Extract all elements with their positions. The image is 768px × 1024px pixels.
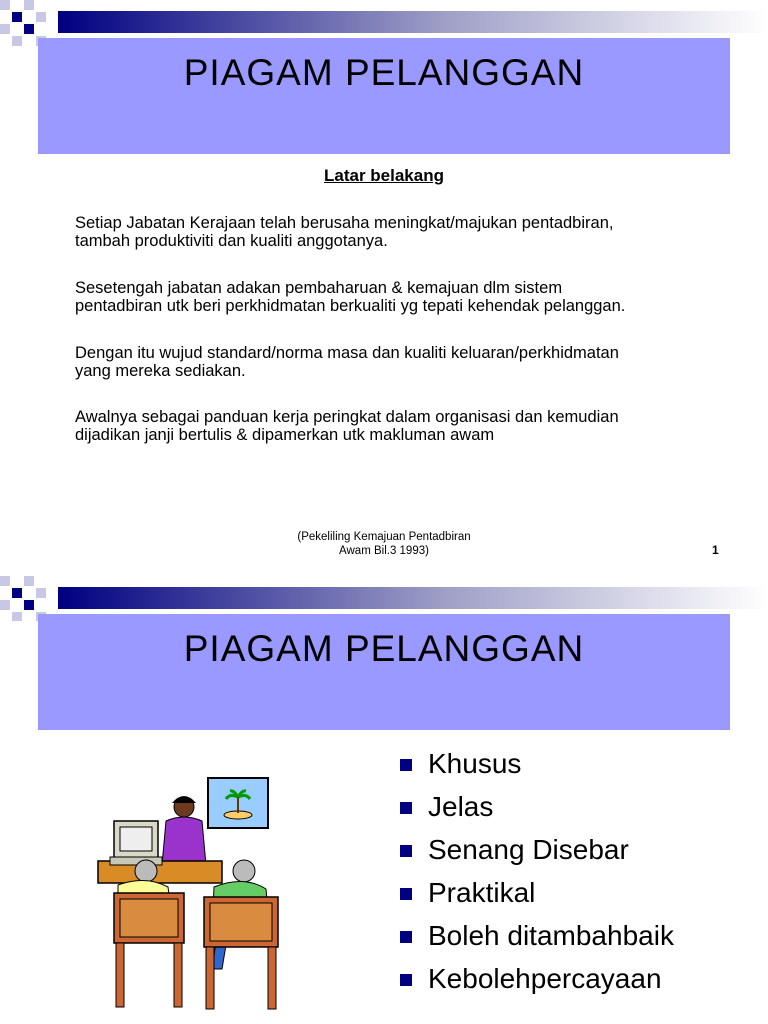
bullet-text: Kebolehpercayaan	[428, 963, 662, 994]
bullet-text: Senang Disebar	[428, 834, 629, 865]
paragraph-line: Sesetengah jabatan adakan pembaharuan & kemajuan dlm sistem	[75, 279, 563, 297]
paragraph-line: Awalnya sebagai panduan kerja peringkat dalam organisasi dan kemudian	[75, 408, 619, 426]
bullet-text: Jelas	[428, 791, 494, 822]
paragraph-2	[75, 279, 735, 315]
paragraph-line: yang mereka sediakan.	[75, 362, 246, 380]
list-item	[400, 919, 674, 962]
paragraph-1	[75, 214, 735, 250]
square-bullet-icon	[400, 845, 412, 857]
source-line: Awam Bil.3 1993)	[339, 545, 429, 557]
bullet-list	[400, 747, 674, 1005]
source-citation	[234, 530, 534, 558]
paragraph-3	[75, 344, 735, 380]
slide-subtitle: Latar belakang	[324, 166, 444, 185]
title-box	[38, 614, 730, 730]
paragraph-line: tambah produktiviti dan kualiti anggotanya.	[75, 232, 388, 250]
slide-2	[0, 573, 768, 1024]
square-bullet-icon	[400, 888, 412, 900]
bullet-text: Khusus	[428, 748, 522, 779]
office-meeting-icon	[96, 773, 286, 1013]
paragraph-line: dijadikan janji bertulis & dipamerkan utk makluman awam	[75, 426, 495, 444]
paragraph-line: Setiap Jabatan Kerajaan telah berusaha meningkat/majukan pentadbiran,	[75, 214, 614, 232]
square-bullet-icon	[400, 802, 412, 814]
bullet-text: Boleh ditambahbaik	[428, 920, 674, 951]
paragraph-line: pentadbiran utk beri perkhidmatan berkualiti yg tepati kehendak pelanggan.	[75, 297, 626, 315]
list-item	[400, 833, 674, 876]
square-bullet-icon	[400, 974, 412, 986]
square-bullet-icon	[400, 759, 412, 771]
paragraph-line: Dengan itu wujud standard/norma masa dan kualiti keluaran/perkhidmatan	[75, 344, 619, 362]
list-item	[400, 962, 674, 1005]
square-bullet-icon	[400, 931, 412, 943]
list-item	[400, 747, 674, 790]
source-line: (Pekeliling Kemajuan Pentadbiran	[297, 531, 471, 543]
paragraph-4	[75, 408, 735, 444]
list-item	[400, 876, 674, 919]
slide-title: PIAGAM PELANGGAN	[183, 52, 585, 93]
bullet-text: Praktikal	[428, 877, 536, 908]
page-number: 1	[712, 543, 719, 557]
list-item	[400, 790, 674, 833]
title-box	[38, 38, 730, 154]
slide-title: PIAGAM PELANGGAN	[183, 628, 585, 669]
